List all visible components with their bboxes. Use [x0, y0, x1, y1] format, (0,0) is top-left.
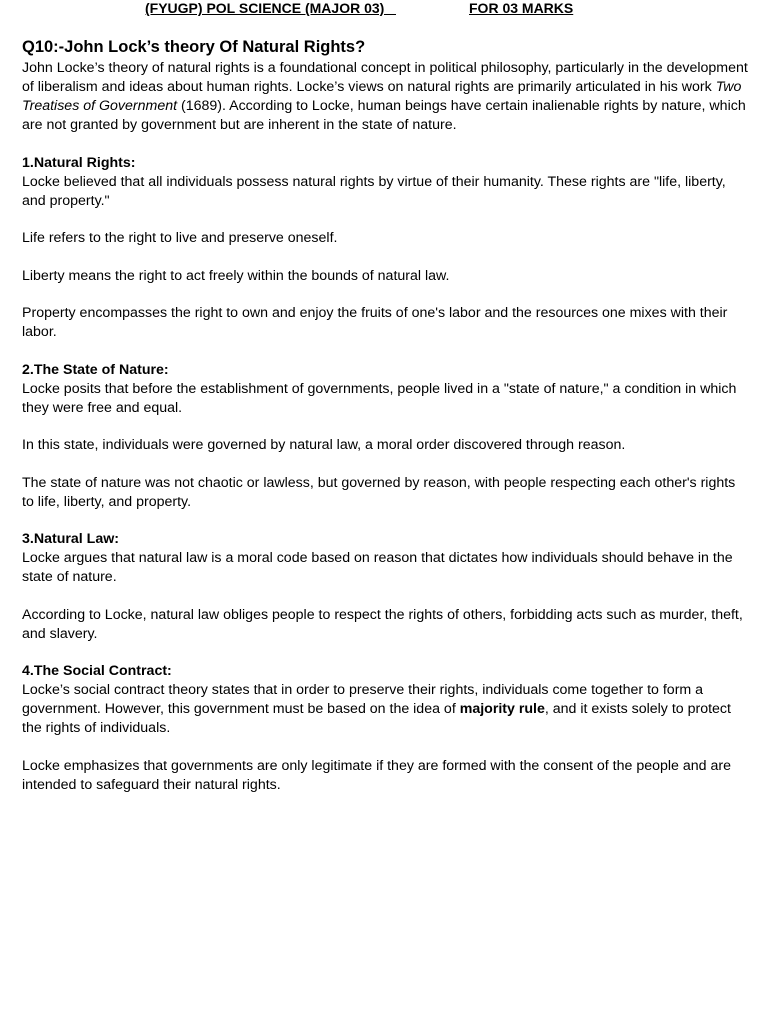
spacer — [22, 248, 748, 267]
spacer — [22, 286, 748, 305]
section-natural-rights — [22, 154, 748, 343]
section-paragraph: According to Locke, natural law obliges people to respect the rights of others, forbidding acts such as murder, theft, and slavery. — [22, 606, 743, 642]
section-heading: 4.The Social Contract: — [22, 663, 172, 679]
section-paragraph: Locke posits that before the establishment of governments, people lived in a "state of nature," a condition in which they were free and equal. — [22, 380, 737, 416]
section-paragraph: Locke emphasizes that governments are only legitimate if they are formed with the consent of the people and are intended to safeguard their natural rights. — [22, 757, 731, 793]
section-paragraph: Property encompasses the right to own and enjoy the fruits of one's labor and the resources one mixes with their labor. — [22, 305, 728, 340]
section-paragraph: Life refers to the right to live and preserve oneself. — [22, 230, 338, 246]
intro-text-end: (1689). According to Locke, human beings have certain inalienable rights by nature, which are not granted by government but are inherent in the state of nature. — [22, 98, 746, 133]
section-heading: 1.Natural Rights: — [22, 154, 136, 171]
section-natural-law — [22, 530, 748, 644]
spacer — [22, 512, 748, 531]
section-paragraph: Liberty means the right to act freely within the bounds of natural law. — [22, 267, 450, 284]
spacer — [22, 644, 748, 663]
spacer — [22, 587, 748, 606]
marks-label: FOR 03 MARKS — [469, 0, 574, 16]
section-paragraph: In this state, individuals were governed by natural law, a moral order discovered through reason. — [22, 437, 626, 453]
intro-text-start: John Locke’s theory of natural rights is a foundational concept in political philosophy, particularly in the development of liberalism and ideas about human rights. Locke’s views on natural rights are primarily articulated in his work — [22, 60, 748, 95]
section-heading: 3.Natural Law: — [22, 531, 119, 547]
spacer — [22, 211, 748, 230]
spacer — [22, 738, 748, 757]
section-state-of-nature — [22, 361, 748, 512]
section-paragraph: Locke believed that all individuals possess natural rights by virtue of their humanity. These rights are "life, liberty, and property." — [22, 173, 726, 209]
section-paragraph — [22, 681, 748, 738]
intro-paragraph — [22, 59, 748, 135]
document-body — [22, 37, 748, 795]
spacer — [22, 342, 748, 361]
section-social-contract — [22, 662, 748, 795]
section-heading: 2.The State of Nature: — [22, 361, 169, 378]
spacer — [22, 135, 748, 154]
section-paragraph: Locke argues that natural law is a moral code based on reason that dictates how individuals should behave in the state of nature. — [22, 550, 733, 585]
question-title: Q10:-John Lock’s theory Of Natural Rights? — [22, 38, 366, 56]
course-label: (FYUGP) POL SCIENCE (MAJOR 03) — [145, 0, 396, 16]
spacer — [22, 418, 748, 437]
majority-rule-emphasis: majority rule — [459, 701, 545, 717]
page-header — [0, 0, 768, 18]
spacer — [22, 455, 748, 474]
work-title: Two Treatises of Government — [22, 79, 742, 114]
section-paragraph: The state of nature was not chaotic or lawless, but governed by reason, with people respecting each other's rights to life, liberty, and property. — [22, 474, 736, 510]
paragraph-text-end: , and it exists solely to protect the rights of individuals. — [22, 701, 731, 736]
paragraph-text-start: Locke’s social contract theory states that in order to preserve their rights, individuals come together to form a government. However, this government must be based on the idea of — [22, 682, 704, 717]
